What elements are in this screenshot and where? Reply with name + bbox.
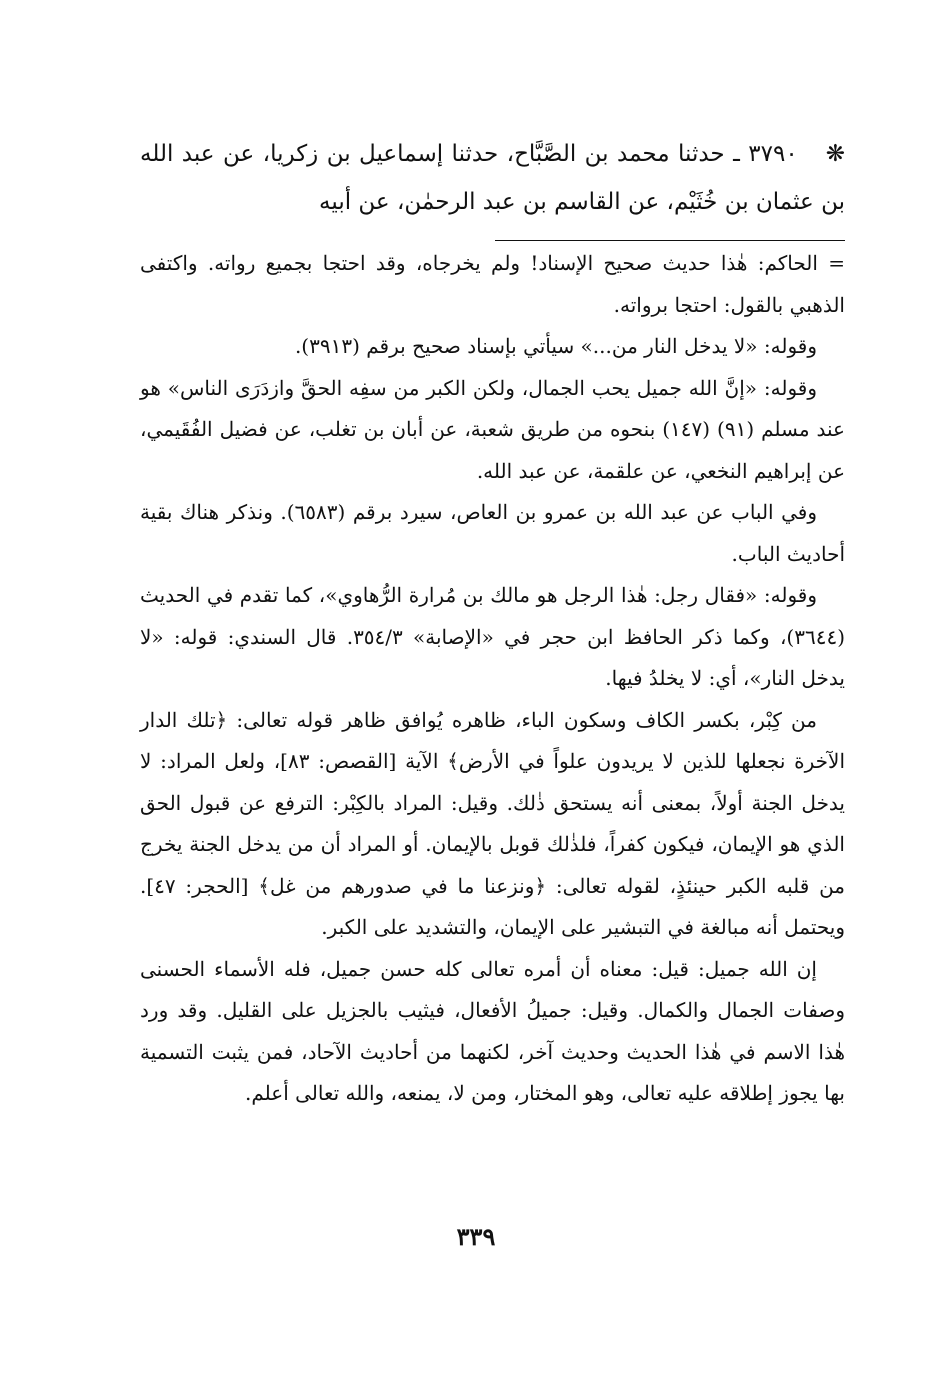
hadith-paragraph bbox=[140, 130, 845, 226]
footnote-paragraph: من كِبْر، بكسر الكاف وسكون الباء، ظاهره يُوافق ظاهر قوله تعالى: ﴿تلك الدار الآخرة نجعلها للذين لا يريدون علواً في الأرض﴾ الآية [القصص: ٨٣]، ولعل المراد: لا يدخل الجنة أولاً، بمعنى أنه يستحق ذٰلك. وقيل: المراد بالكِبْر: الترفع عن قبول الحق الذي هو الإيمان، فيكون كفراً، فلذٰلك قوبل بالإيمان. أو المراد أن من يدخل الجنة يخرج من قلبه الكبر حينئذٍ، لقوله تعالى: ﴿ونزعنا ما في صدورهم من غل﴾ [الحجر: ٤٧]. ويحتمل أنه مبالغة في التبشير على الإيمان، والتشديد على الكبر. bbox=[140, 707, 845, 939]
star-ornament-icon: ❋ bbox=[825, 141, 845, 167]
page-number: ٣٣٩ bbox=[456, 1222, 496, 1251]
footnote-paragraph: وقوله: «فقال رجل: هٰذا الرجل هو مالك بن مُرارة الرُّهاوي»، كما تقدم في الحديث (٣٦٤٤)، وكما ذكر الحافظ ابن حجر في «الإصابة» ٣٥٤/٣. قال السندي: قوله: «لا يدخل النار»، أي: لا يخلدُ فيها. bbox=[140, 583, 846, 690]
footnote-paragraph: إن الله جميل: قيل: معناه أن أمره تعالى كله حسن جميل، فله الأسماء الحسنى وصفات الجمال والكمال. وقيل: جميلُ الأفعال، فيثيب بالجزيل على القليل. وقد ورد هٰذا الاسم في هٰذا الحديث وحديث آخر، لكنهما من أحاديث الآحاد، فمن يثبت التسمية بها يجوز إطلاقه عليه تعالى، وهو المختار، ومن لا، يمنعه، والله تعالى أعلم. bbox=[140, 956, 845, 1105]
footnote-paragraph: وفي الباب عن عبد الله بن عمرو بن العاص، سيرد برقم (٦٥٨٣). ونذكر هناك بقية أحاديث الباب. bbox=[140, 500, 845, 566]
footnote-paragraph: وقوله: «لا يدخل النار من...» سيأتي بإسناد صحيح برقم (٣٩١٣). bbox=[294, 334, 817, 358]
footnote-paragraph: وقوله: «إنَّ الله جميل يحب الجمال، ولكن الكبر من سفِه الحقَّ وازدَرَى الناس» هو عند مسلم (٩١) (١٤٧) بنحوه من طريق شعبة، عن أبان بن تغلب، عن فضيل الفُقَيمي، عن إبراهيم النخعي، عن علقمة، عن عبد الله. bbox=[140, 375, 845, 483]
footnote-paragraph: = الحاكم: هٰذا حديث صحيح الإسناد! ولم يخرجاه، وقد احتجا بجميع رواته. واكتفى الذهبي بالقول: احتجا برواته. bbox=[140, 251, 845, 317]
page-body bbox=[140, 130, 845, 1115]
footnote-separator bbox=[495, 240, 845, 241]
footnotes-section bbox=[140, 243, 845, 1115]
hadith-text: ٣٧٩٠ ـ حدثنا محمد بن الصَّبَّاح، حدثنا إسماعيل بن زكريا، عن عبد الله بن عثمان بن خُثَيْم، عن القاسم بن عبد الرحمٰن، عن أبيه bbox=[140, 141, 845, 215]
